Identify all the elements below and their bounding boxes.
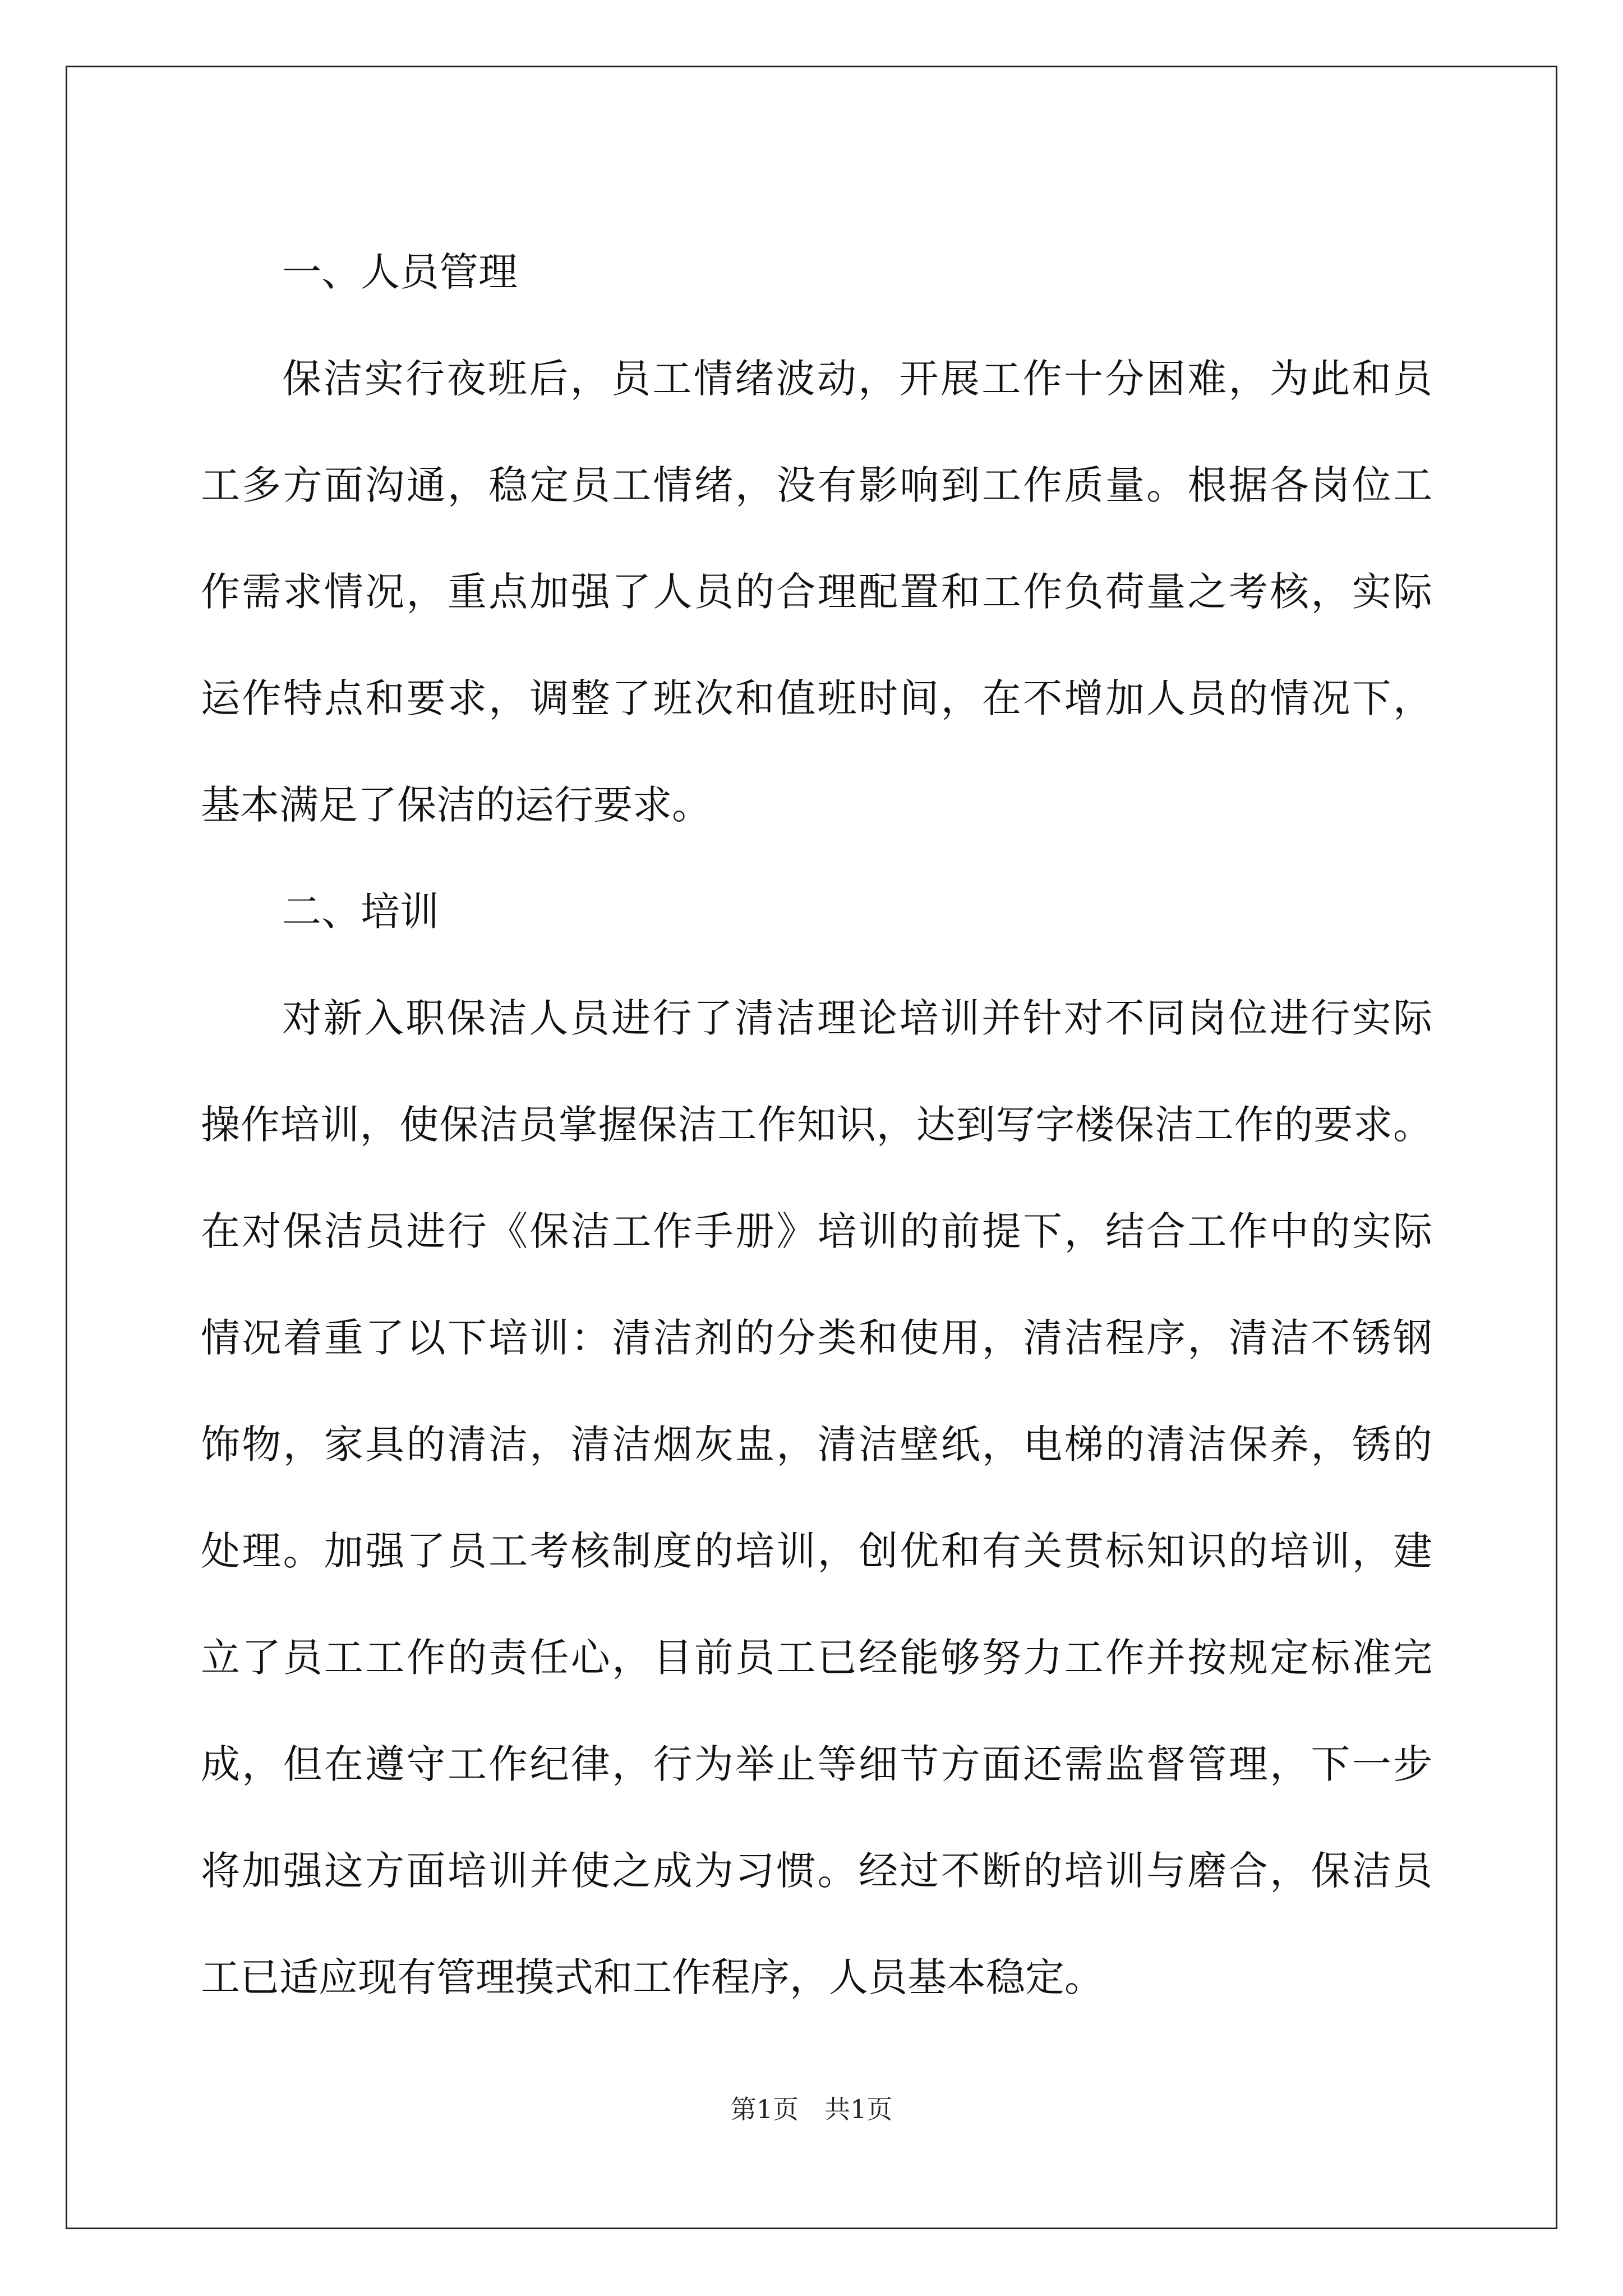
- paragraph-line: 饰物，家具的清洁，清洁烟灰盅，清洁壁纸，电梯的清洁保养，锈的: [201, 1421, 1432, 1467]
- section-heading-training: 二、培训: [282, 889, 439, 935]
- document-body: [201, 219, 1432, 2031]
- paragraph-line: 对新入职保洁人员进行了清洁理论培训并针对不同岗位进行实际: [282, 995, 1432, 1041]
- paragraph-line: 将加强这方面培训并使之成为习惯。经过不断的培训与磨合，保洁员: [201, 1848, 1432, 1894]
- page-footer: [0, 2092, 1623, 2126]
- paragraph-line: 运作特点和要求，调整了班次和值班时间，在不增加人员的情况下，: [201, 675, 1432, 721]
- page-number-total: 共1页: [824, 2094, 893, 2124]
- section-heading-personnel: 一、人员管理: [282, 249, 518, 295]
- paragraph-line: 作需求情况，重点加强了人员的合理配置和工作负荷量之考核，实际: [201, 569, 1432, 615]
- page-number-current: 第1页: [730, 2094, 799, 2124]
- paragraph-line: 成，但在遵守工作纪律，行为举止等细节方面还需监督管理，下一步: [201, 1741, 1432, 1787]
- paragraph-line: 工已适应现有管理摸式和工作程序，人员基本稳定。: [201, 1954, 1104, 2000]
- paragraph-line: 情况着重了以下培训：清洁剂的分类和使用，清洁程序，清洁不锈钢: [201, 1315, 1432, 1361]
- paragraph-line: 基本满足了保洁的运行要求。: [201, 782, 711, 828]
- paragraph-line: 工多方面沟通，稳定员工情绪，没有影响到工作质量。根据各岗位工: [201, 462, 1432, 508]
- paragraph-line: 保洁实行夜班后，员工情绪波动，开展工作十分困难，为此和员: [282, 356, 1432, 402]
- paragraph-line: 在对保洁员进行《保洁工作手册》培训的前提下，结合工作中的实际: [201, 1208, 1432, 1254]
- paragraph-line: 处理。加强了员工考核制度的培训，创优和有关贯标知识的培训，建: [201, 1528, 1432, 1574]
- paragraph-line: 操作培训，使保洁员掌握保洁工作知识，达到写字楼保洁工作的要求。: [201, 1102, 1432, 1148]
- paragraph-line: 立了员工工作的责任心，目前员工已经能够努力工作并按规定标准完: [201, 1635, 1432, 1681]
